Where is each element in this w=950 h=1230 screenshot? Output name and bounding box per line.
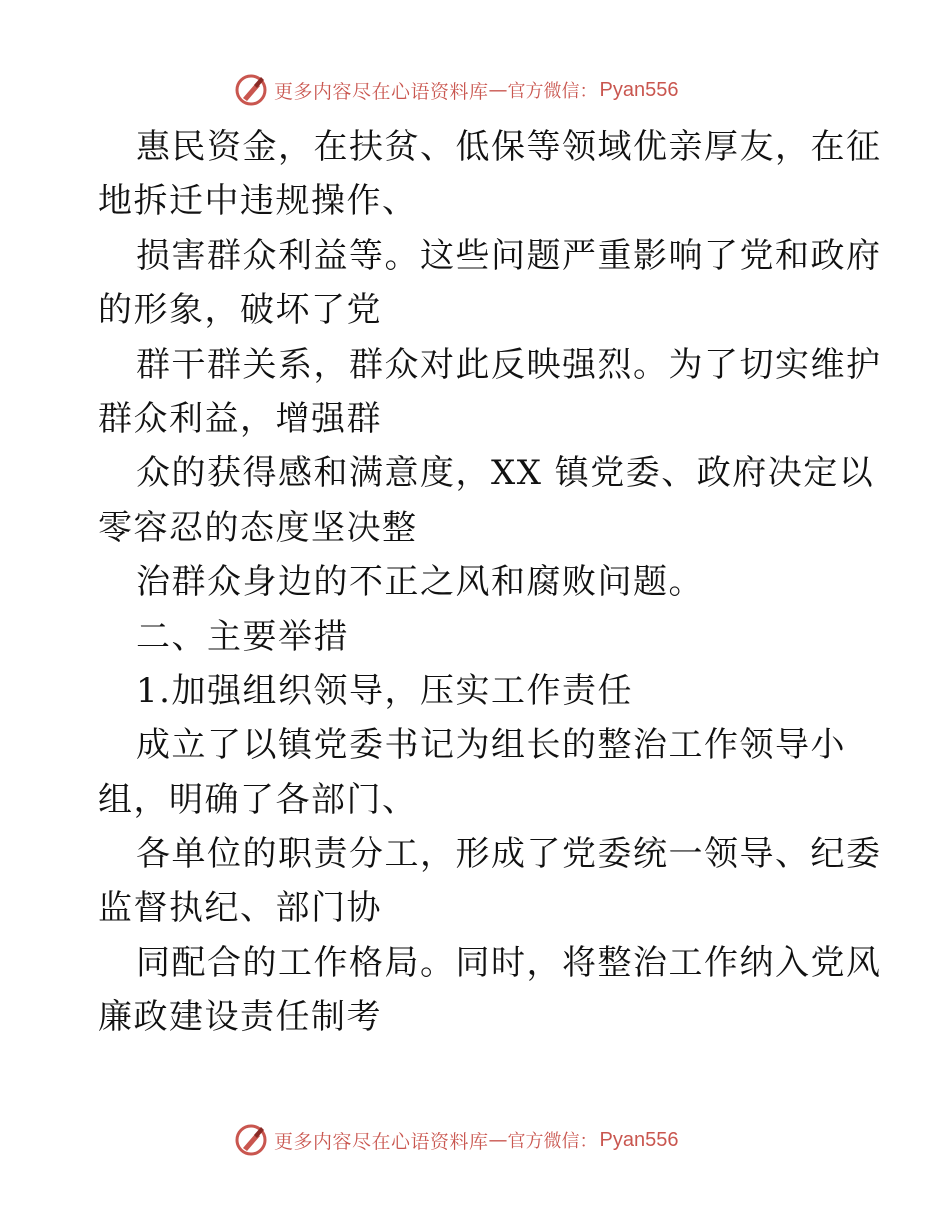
banner-wechat-label: 官方微信： — [507, 81, 598, 102]
text-line: 惠民资金，在扶贫、低保等领域优亲厚友，在征 — [136, 127, 882, 167]
text-line: 众的获得感和满意度，XX 镇党委、政府决定以 — [136, 453, 875, 494]
text-line: 监督执纪、部门协 — [98, 888, 382, 929]
banner-text: 更多内容尽在心语资料库 — [274, 80, 489, 103]
text-line: 群众利益，增强群 — [98, 398, 382, 439]
text-line: 零容忍的态度坚决整 — [98, 507, 418, 548]
footer-banner — [234, 1122, 678, 1158]
text-line: 成立了以镇党委书记为组长的整治工作领导小 — [136, 725, 846, 766]
subsection-heading: 1.加强组织领导，压实工作责任 — [136, 670, 633, 711]
text-line: 组，明确了各部门、 — [98, 779, 418, 820]
text-line: 损害群众利益等。这些问题严重影响了党和政府 — [136, 235, 882, 276]
banner-separator: — — [488, 1129, 508, 1151]
banner-wechat-label: 官方微信： — [507, 1131, 598, 1152]
text-line: 廉政建设责任制考 — [98, 997, 382, 1038]
banner-separator: — — [488, 79, 508, 101]
document-body — [98, 120, 882, 1045]
pen-logo-icon — [234, 73, 268, 107]
banner-wechat-id: Pyan556 — [599, 1128, 679, 1151]
text-line: 群干群关系，群众对此反映强烈。为了切实维护 — [136, 344, 882, 385]
text-line: 地拆迁中违规操作、 — [98, 181, 418, 222]
text-line: 治群众身边的不正之风和腐败问题。 — [136, 562, 704, 603]
banner-text: 更多内容尽在心语资料库 — [274, 1130, 489, 1153]
banner-wechat-id: Pyan556 — [599, 78, 679, 101]
text-line: 各单位的职责分工，形成了党委统一领导、纪委 — [136, 834, 882, 875]
text-line: 的形象，破坏了党 — [98, 290, 382, 331]
section-heading: 二、主要举措 — [136, 616, 349, 657]
header-banner — [234, 72, 678, 108]
pen-logo-icon — [234, 1123, 268, 1157]
text-line: 同配合的工作格局。同时，将整治工作纳入党风 — [136, 942, 882, 983]
